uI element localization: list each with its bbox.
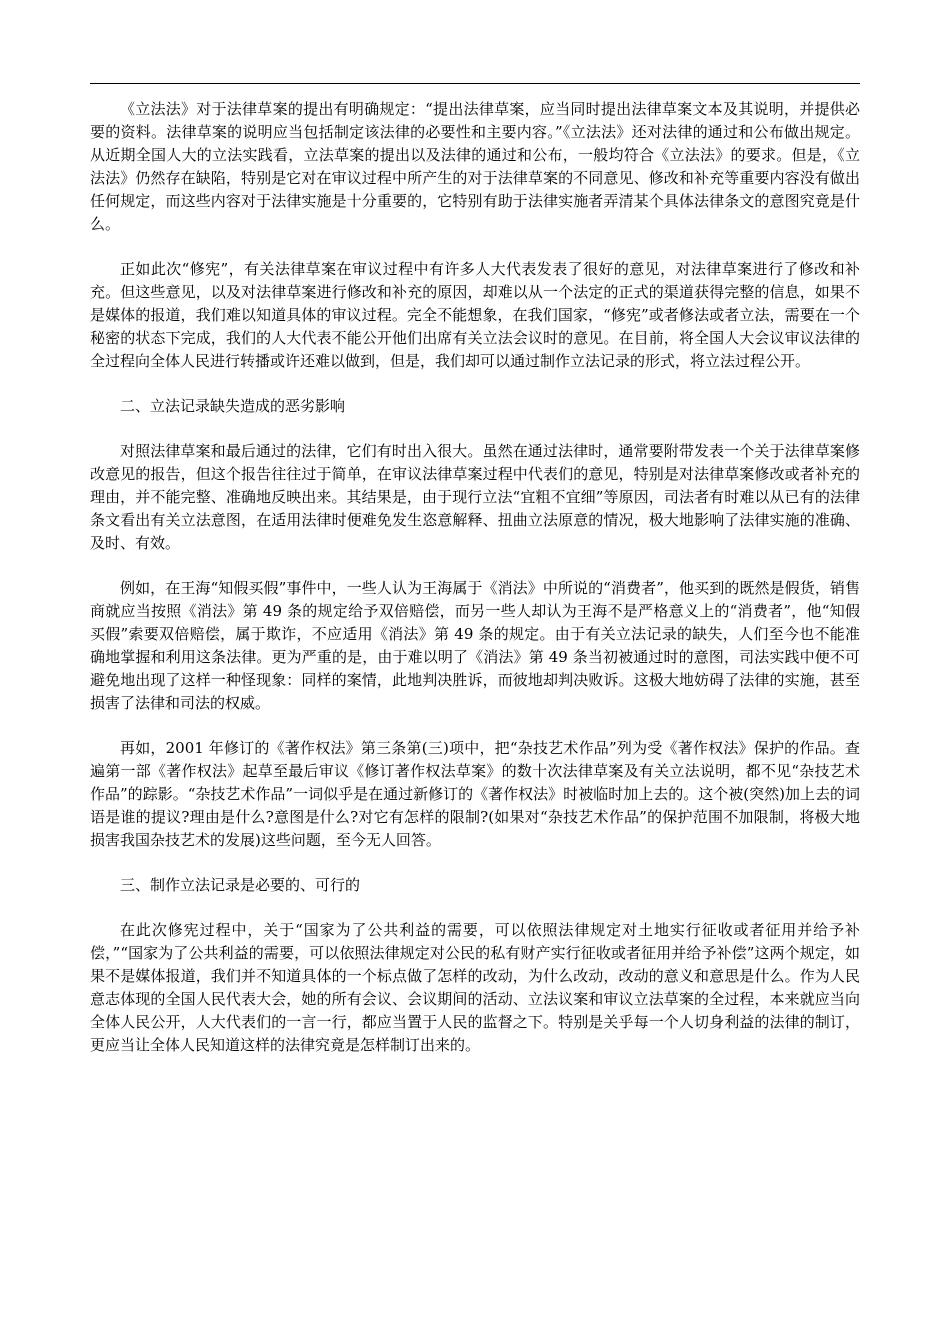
section-heading-2: 二、立法记录缺失造成的恶劣影响 [120,397,346,415]
paragraph-legislation-law: 《立法法》对于法律草案的提出有明确规定：“提出法律草案，应当同时提出法律草案文本及其说明，并提供必要的资料。法律草案的说明应当包括制定该法律的必要性和主要内容。”《立法法》还对法律的通过和公布做出规定。从近期全国人大的立法实践看，立法草案的提出以及法律的通过和公布，一般均符合《立法法》的要求。但是，《立法法》仍然存在缺陷，特别是它对在审议过程中所产生的对于法律草案的不同意见、修改和补充等重要内容没有做出任何规定，而这些内容对于法律实施是十分重要的，它特别有助于法律实施者弄清某个具体法律条文的意图究竟是什么。 [90,100,860,233]
paragraph-amendment-process: 在此次修宪过程中，关于“国家为了公共利益的需要，可以依照法律规定对土地实行征收或者征用并给予补偿，”“国家为了公共利益的需要，可以依照法律规定对公民的私有财产实行征收或者征用并给予补偿”这两个规定，如果不是媒体报道，我们并不知道具体的一个标点做了怎样的改动，为什么改动，改动的意义和意思是什么。作为人民意志体现的全国人民代表大会，她的所有会议、会议期间的活动、立法议案和审议立法草案的全过程，本来就应当向全体人民公开，人大代表们的一言一行，都应当置于人民的监督之下。特别是关乎每一个人切身利益的法律的制订，更应当让全体人民知道这样的法律究竟是怎样制订出来的。 [90,921,860,1054]
section-heading-3: 三、制作立法记录是必要的、可行的 [120,876,361,894]
document-body [90,98,860,1079]
paragraph-draft-comparison: 对照法律草案和最后通过的法律，它们有时出入很大。虽然在通过法律时，通常要附带发表一个关于法律草案修改意见的报告，但这个报告往往过于简单，在审议法律草案过程中代表们的意见，特别是对法律草案修改或者补充的理由，并不能完整、准确地反映出来。其结果是，由于现行立法“宜粗不宜细”等原因，司法者有时难以从已有的法律条文看出有关立法意图，在适用法律时便难免发生恣意解释、扭曲立法原意的情况，极大地影响了法律实施的准确、及时、有效。 [90,442,860,552]
paragraph-constitution-amendment: 正如此次“修宪”，有关法律草案在审议过程中有许多人大代表发表了很好的意见，对法律草案进行了修改和补充。但这些意见，以及对法律草案进行修改和补充的原因，却难以从一个法定的正式的渠道获得完整的信息，如果不是媒体的报道，我们难以知道具体的审议过程。完全不能想象，在我们国家，“修宪”或者修法或者立法，需要在一个秘密的状态下完成，我们的人大代表不能公开他们出席有关立法会议时的意见。在目前，将全国人大会议审议法律的全过程向全体人民进行转播或许还难以做到，但是，我们却可以通过制作立法记录的形式，将立法过程公开。 [90,260,860,370]
paragraph-wang-hai-case: 例如，在王海“知假买假”事件中，一些人认为王海属于《消法》中所说的“消费者”，他买到的既然是假货，销售商就应当按照《消法》第 49 条的规定给予双倍赔偿，而另一些人却认为王海不是严格意义上的“消费者”，他“知假买假”索要双倍赔偿，属于欺诈，不应适用《消法》第 49 条的规定。由于有关立法记录的缺失，人们至今也不能准确地掌握和利用这条法律。更为严重的是，由于难以明了《消法》第 49 条当初被通过时的意图，司法实践中便不可避免地出现了这样一种怪现象：同样的案情，此地判决胜诉，而彼地却判决败诉。这极大地妨碍了法律的实施，甚至损害了法律和司法的权威。 [90,579,860,712]
header-rule [90,83,860,84]
paragraph-copyright-law: 再如，2001 年修订的《著作权法》第三条第(三)项中，把“杂技艺术作品”列为受《著作权法》保护的作品。查遍第一部《著作权法》起草至最后审议《修订著作权法草案》的数十次法律草案及有关立法说明，都不见“杂技艺术作品”的踪影。“杂技艺术作品”一词似乎是在通过新修订的《著作权法》时被临时加上去的。这个被(突然)加上去的词语是谁的提议?理由是什么?意图是什么?对它有怎样的限制?(如果对“杂技艺术作品”的保护范围不加限制，将极大地损害我国杂技艺术的发展)这些问题，至今无人回答。 [90,739,860,849]
